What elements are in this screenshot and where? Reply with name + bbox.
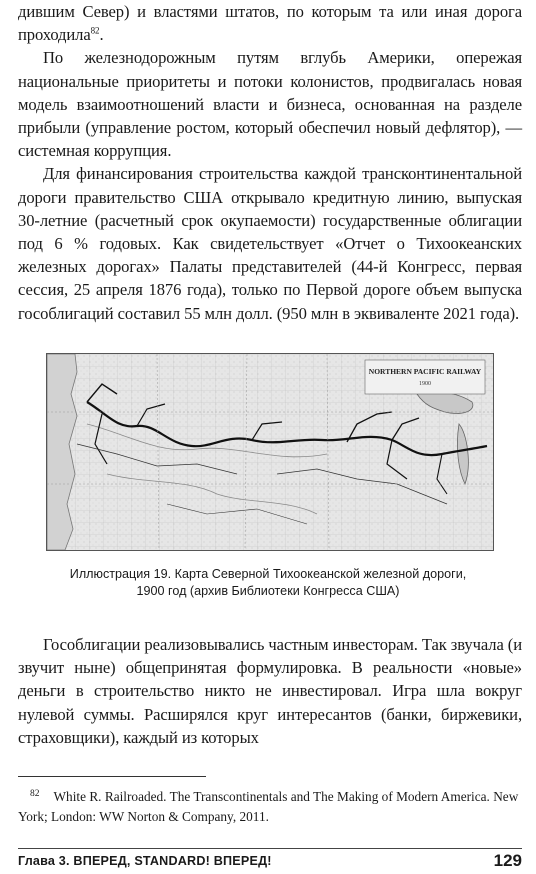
railway-map-figure: [46, 353, 494, 551]
paragraph-1-end: .: [99, 25, 104, 45]
footnote-ref[interactable]: 82: [90, 25, 100, 36]
paragraph-1: [18, 0, 522, 46]
page-footer: [18, 852, 522, 872]
footnote: [18, 787, 522, 827]
map-year: 1900: [419, 381, 431, 387]
paragraph-1-text: дившим Север) и властями штатов, по которым та или иная дорога проходила: [18, 2, 522, 45]
map-title: NORTHERN PACIFIC RAILWAY: [368, 367, 482, 376]
body-text-top: [18, 0, 522, 325]
paragraph-3: Для финансирования строительства каждой трансконтинентальной дороги правительство США открывало кредитную линию, выпуская 30-летние (расчетный срок окупаемости) государственные облигации под 6 % годовых. Как свидетельствует «Отчет о Тихоокеанских железных дорогах» Палаты представителей (44-й Конгресс, первая сессия, 25 апреля 1876 года), только по Первой дороге объем выпуска гособлигаций составил 55 млн долл. (950 млн в эквиваленте 2021 года).: [18, 164, 522, 323]
railway-map-image: [47, 354, 493, 550]
paragraph-2: По железнодорожным путям вглубь Америки, опережая национальные приоритеты и потоки колонистов, продвигалась новая модель взаимоотношений власти и бизнеса, основанная на разделе прибыли (управление ростом, который обеспечил новый дефлятор), — системная коррупция.: [18, 48, 522, 161]
caption-line-1: Иллюстрация 19. Карта Северной Тихоокеанской железной дороги,: [69, 567, 467, 581]
footnote-number: 82: [30, 788, 40, 799]
footer-separator: [18, 848, 522, 849]
chapter-title: Глава 3. ВПЕРЕД, STANDARD! ВПЕРЕД!: [18, 854, 272, 868]
footnote-separator: [18, 776, 206, 777]
page-number: 129: [493, 851, 522, 870]
paragraph-4: Гособлигации реализовывались частным инвесторам. Так звучала (и звучит ныне) общепринятая формулировка. В реальности «новые» деньги в строительство никто не инвестировал. Игра шла вокруг нулевой суммы. Расширялся круг интересантов (банки, биржевики, страховщики), каждый из которых: [18, 635, 522, 747]
body-text-bottom: [18, 633, 522, 749]
figure-caption: [18, 566, 518, 599]
caption-line-2: 1900 год (архив Библиотеки Конгресса США): [136, 583, 400, 598]
footnote-text: White R. Railroaded. The Transcontinentals and The Making of Modern America. New York; London: WW Norton & Company, 2011.: [18, 789, 519, 824]
